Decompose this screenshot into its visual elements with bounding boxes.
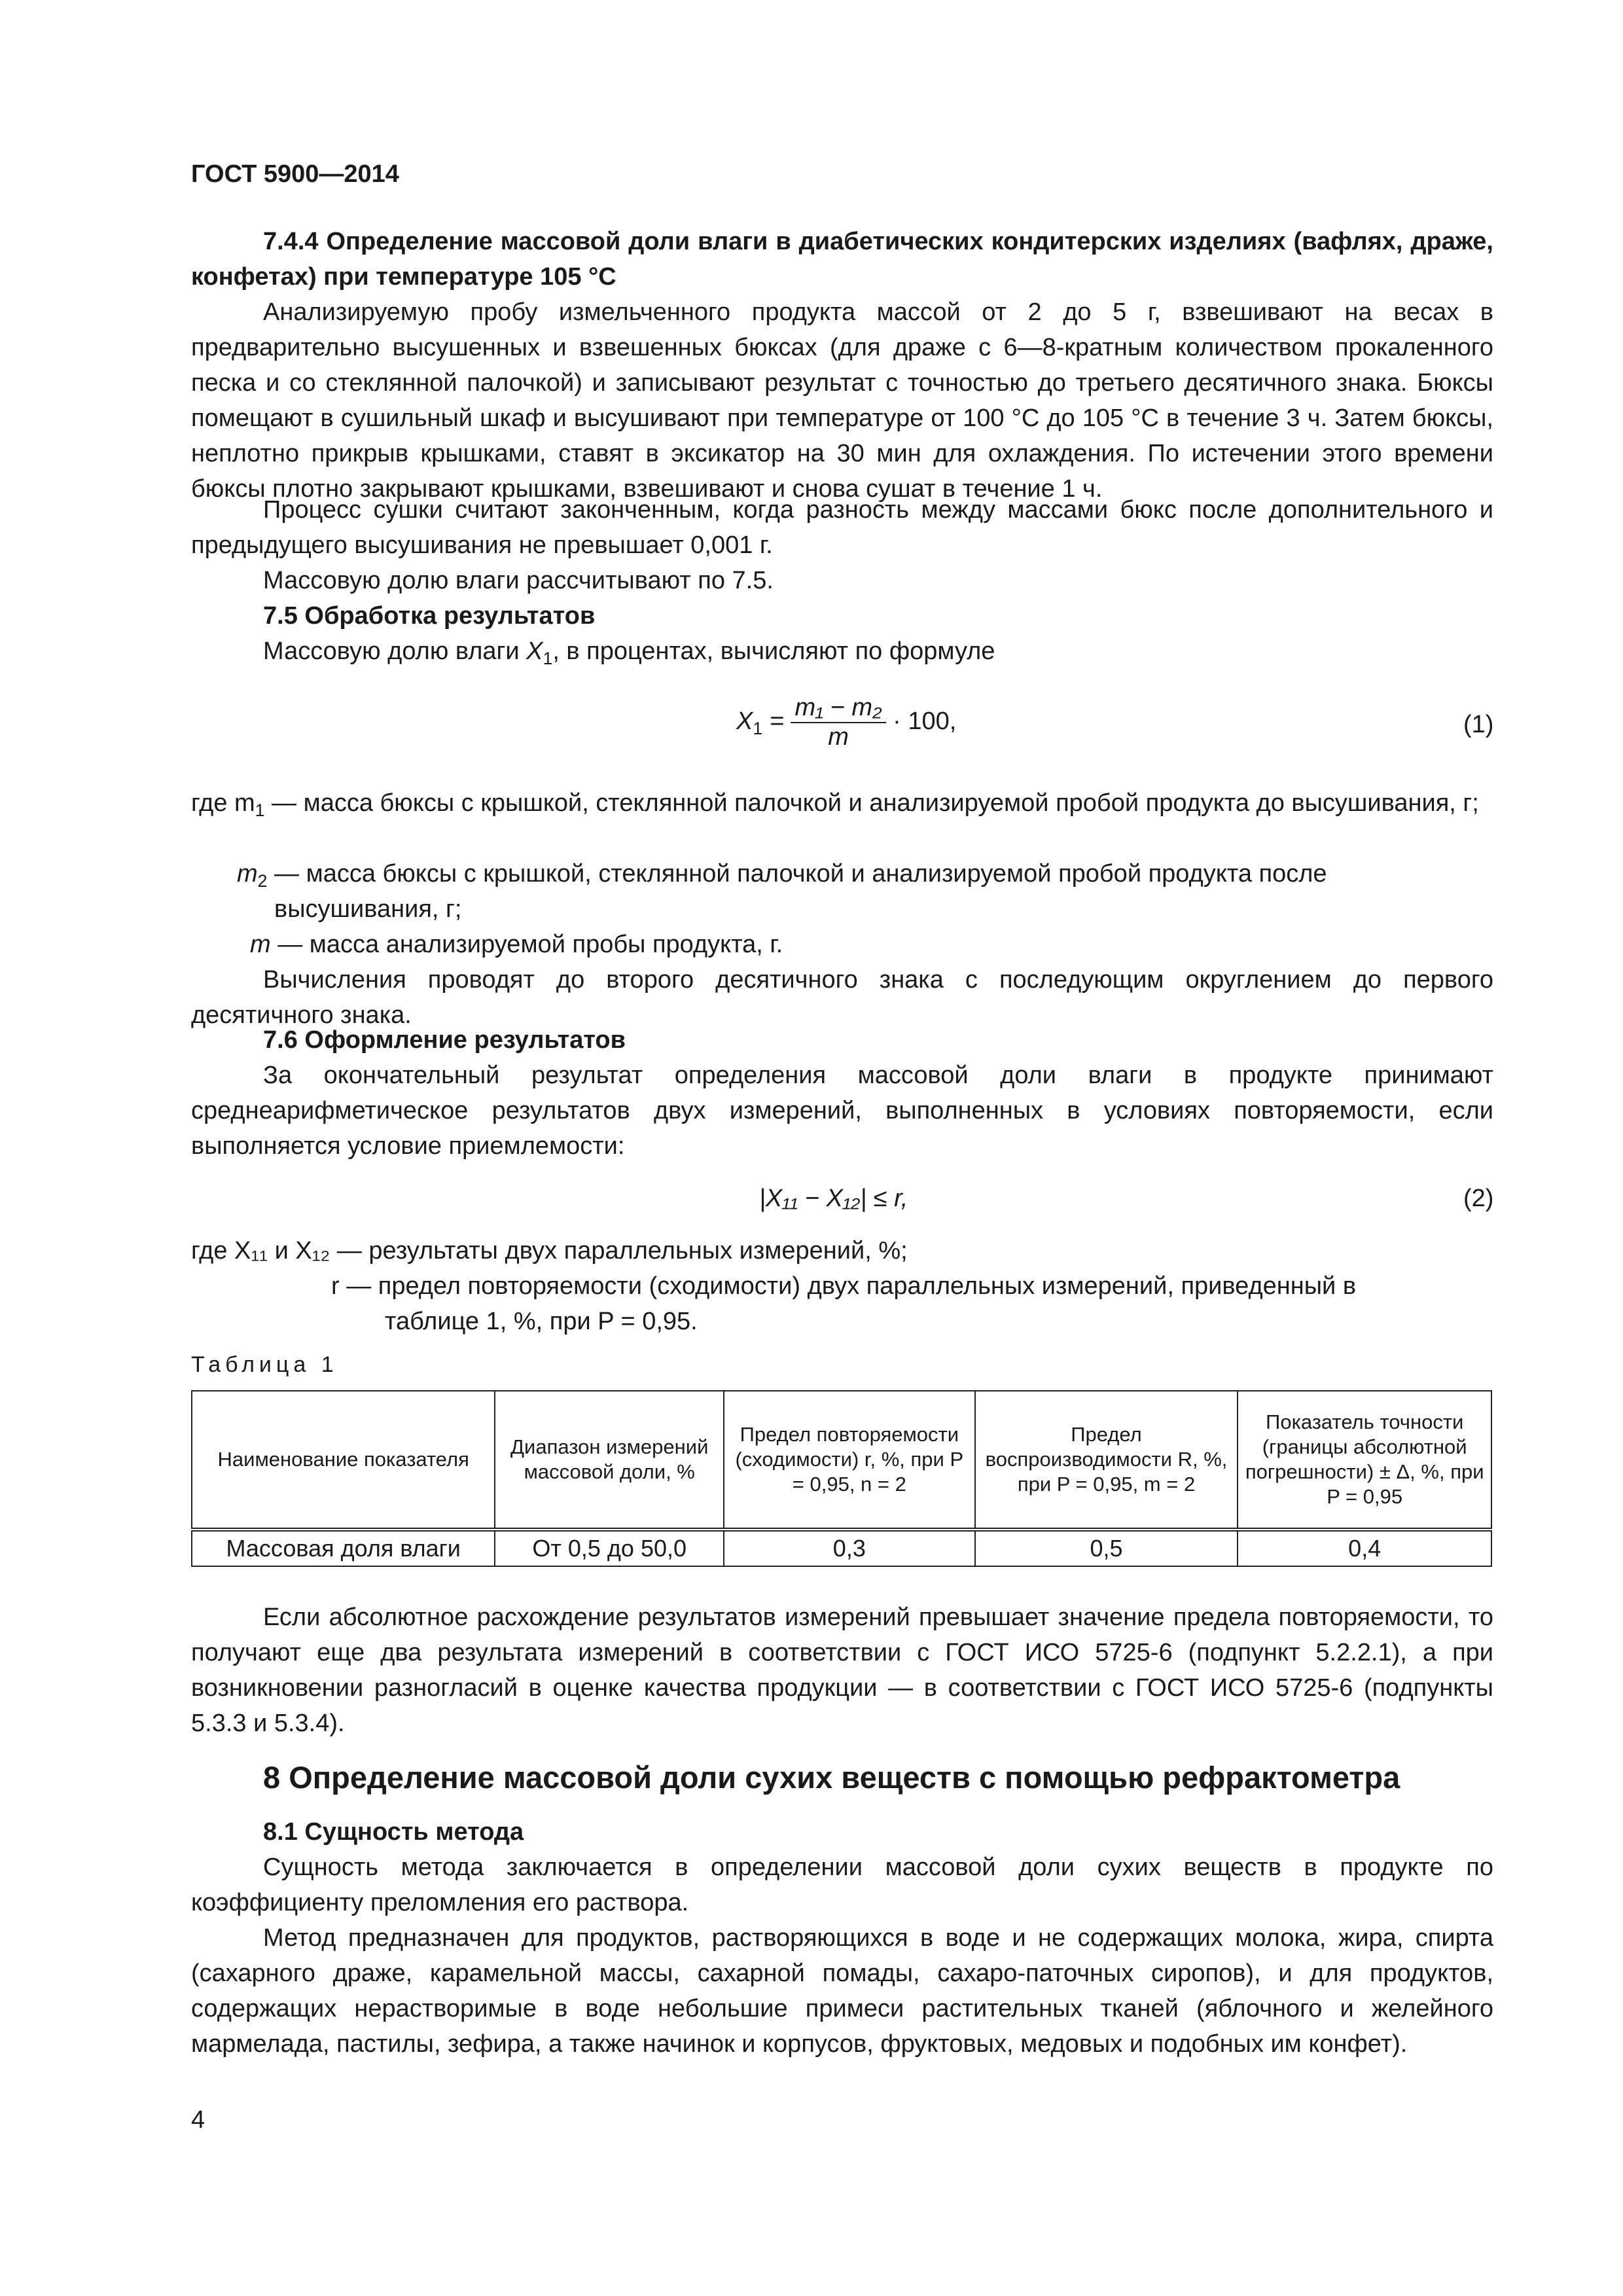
table-cell: От 0,5 до 50,0	[495, 1530, 724, 1566]
section-7-4-4-paragraph-2: Процесс сушки считают законченным, когда разность между массами бюкс после дополнительного и предыдущего высушивания не превышает 0,001 г.	[191, 496, 1493, 559]
definition-x: где X₁₁ и X₁₂ — результаты двух параллельных измерений, %;	[191, 1237, 908, 1265]
section-8-1-paragraph-1: Сущность метода заключается в определении массовой доли сухих веществ в продукте по коэффициенту преломления его раствора.	[191, 1854, 1493, 1916]
equation-1-number: (1)	[1463, 711, 1494, 738]
formula-intro-end: , в процентах, вычисляют по формуле	[552, 637, 995, 665]
table-header-cell: Предел воспроизводимости R, %, при P = 0,95, m = 2	[975, 1391, 1238, 1530]
after-table-paragraph: Если абсолютное расхождение результатов измерений превышает значение предела повторяемости, то получают еще два результата измерений в соответствии с ГОСТ ИСО 5725-6 (подпункт 5.2.2.1), а при возникновении разногласий в оценке качества продукции — в соответствии с ГОСТ ИСО 5725-6 (подпункты 5.3.3 и 5.3.4).	[191, 1604, 1493, 1737]
table-cell: 0,5	[975, 1530, 1238, 1566]
section-7-5-paragraph-2: Вычисления проводят до второго десятичного знака с последующим округлением до первого десятичного знака.	[191, 966, 1493, 1029]
results-table	[191, 1390, 1492, 1567]
equation-1-numerator: m₁ − m₂	[791, 694, 885, 723]
section-8-1-paragraph-2: Метод предназначен для продуктов, растворяющихся в воде и не содержащих молока, жира, спирта (сахарного драже, карамельной массы, сахарной помады, сахаро-паточных сиропов), и для продуктов, содержащих нерастворимые в воде небольшие примеси растительных тканей (яблочного и желейного мармелада, пастилы, зефира, а также начинок и корпусов, фруктовых, медовых и подобных им конфет).	[191, 1924, 1493, 2058]
formula-intro-start: Массовую долю влаги	[263, 637, 527, 665]
table-row	[192, 1530, 1491, 1566]
equation-1: $X_1$ = $\frac{\text{m₁ − m₂}}{m}$ · 100,	[736, 694, 957, 751]
table-header-row	[192, 1391, 1491, 1530]
variable-x1: $X_1$	[526, 637, 553, 668]
table-header-cell: Наименование показателя	[192, 1391, 495, 1530]
section-8-title: 8 Определение массовой доли сухих веществ с помощью рефрактометра	[263, 1760, 1400, 1795]
page-number: 4	[191, 2106, 205, 2134]
table-header-cell: Показатель точности (границы абсолютной погрешности) ± Δ, %, при P = 0,95	[1238, 1391, 1491, 1530]
equation-2-number: (2)	[1463, 1185, 1494, 1212]
equation-2: |X₁₁ − X₁₂| ≤ r,	[759, 1185, 908, 1212]
table-caption: Таблица 1	[191, 1352, 338, 1377]
section-7-5-title: 7.5 Обработка результатов	[263, 602, 596, 630]
definition-r-cont: таблице 1, %, при P = 0,95.	[385, 1308, 698, 1335]
table-cell: 0,3	[724, 1530, 975, 1566]
section-7-4-4-paragraph-3: Массовую долю влаги рассчитывают по 7.5.	[263, 567, 774, 594]
document-header: ГОСТ 5900—2014	[191, 160, 399, 188]
section-8-1-title: 8.1 Сущность метода	[263, 1818, 524, 1846]
table-header-cell: Предел повторяемости (сходимости) r, %, при P = 0,95, n = 2	[724, 1391, 975, 1530]
equation-1-denominator: m	[828, 723, 849, 751]
definition-m1: где $m_1$ — масса бюксы с крышкой, стеклянной палочкой и анализируемой пробой продукта до высушивания, г;	[191, 789, 1479, 820]
section-7-4-4-paragraph-1: Анализируемую пробу измельченного продукта массой от 2 до 5 г, взвешивают на весах в предварительно высушенных и взвешенных бюксах (для драже с 6—8-кратным количеством прокаленного песка и со стеклянной палочкой) и записывают результат с точностью до третьего десятичного знака. Бюксы помещают в сушильный шкаф и высушивают при температуре от 100 °С до 105 °С в течение 3 ч. Затем бюксы, неплотно прикрыв крышками, ставят в эксикатор на 30 мин для охлаждения. По истечении этого времени бюксы плотно закрывают крышками, взвешивают и снова сушат в течение 1 ч.	[191, 298, 1493, 503]
definition-r: r — предел повторяемости (сходимости) двух параллельных измерений, приведенный в	[331, 1272, 1357, 1300]
section-7-4-4-title: 7.4.4 Определение массовой доли влаги в диабетических кондитерских изделиях (вафлях, драже, конфетах) при температуре 105 °С	[191, 228, 1493, 291]
definition-m2: $m_2$ — масса бюксы с крышкой, стеклянной палочкой и анализируемой пробой продукта после высушивания, г;	[237, 860, 1327, 923]
section-7-5-paragraph-1	[191, 634, 1493, 676]
section-7-6-paragraph-1: За окончательный результат определения массовой доли влаги в продукте принимают среднеарифметическое результатов двух измерений, выполненных в условиях повторяемости, если выполняется условие приемлемости:	[191, 1062, 1493, 1160]
table-header-cell: Диапазон измерений массовой доли, %	[495, 1391, 724, 1530]
section-7-6-title: 7.6 Оформление результатов	[263, 1026, 626, 1054]
equation-1-tail: · 100,	[893, 708, 957, 736]
table-cell: Массовая доля влаги	[192, 1530, 495, 1566]
equation-1-fraction	[791, 694, 885, 751]
table-cell: 0,4	[1238, 1530, 1491, 1566]
definition-m: m — масса анализируемой пробы продукта, г.	[250, 931, 783, 958]
